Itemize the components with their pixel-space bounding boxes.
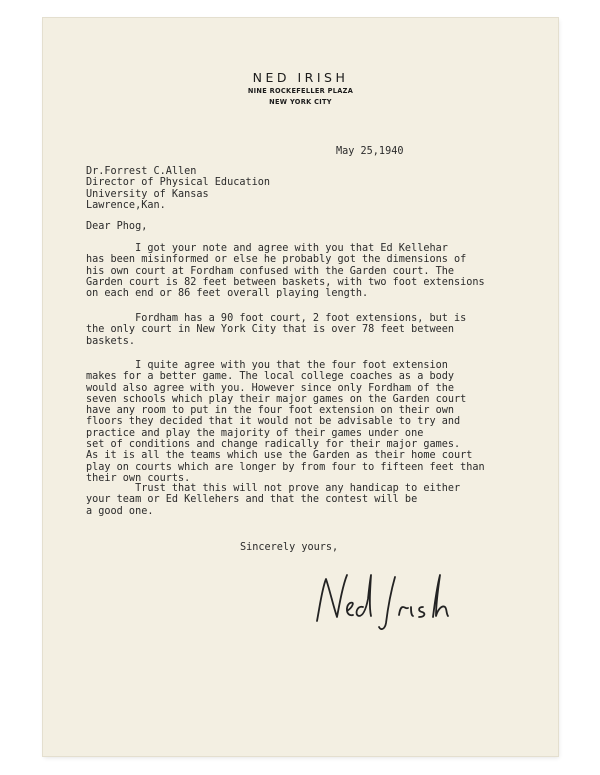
paragraph-line: I got your note and agree with you that Ed Kellehar [86, 243, 448, 254]
paragraph-line: the only court in New York City that is over 78 feet between [86, 324, 455, 336]
paragraph-line: makes for a better game. The local college coaches as a body [86, 371, 455, 383]
paragraph-line: play on courts which are longer by from four to fifteen feet than [86, 461, 485, 473]
recipient-address [86, 166, 270, 211]
paragraph-line: baskets. [86, 335, 136, 347]
paragraph-3 [86, 360, 485, 484]
paragraph-line: have any room to put in the four foot extension on their own [86, 405, 455, 417]
paragraph-line: As it is all the teams which use the Garden as their home court [86, 450, 473, 462]
recipient-title: Director of Physical Education [86, 177, 271, 189]
paragraph-line: on each end or 86 feet overall playing length. [86, 288, 369, 300]
paragraph-line: seven schools which play their major games on the Garden court [86, 393, 467, 405]
paragraph-line: your team or Ed Kellehers and that the contest will be [86, 494, 418, 506]
paragraph-line: has been misinformed or else he probably got the dimensions of [86, 254, 467, 266]
letter-page [43, 18, 558, 756]
closing: Sincerely yours, [240, 542, 339, 553]
paragraph-line: set of conditions and change radically for their major games. [86, 439, 461, 451]
letter-date: May 25,1940 [336, 146, 404, 157]
paragraph-line: Garden court is 82 feet between baskets, with two foot extensions [86, 276, 485, 288]
paragraph-line: their own courts. [86, 472, 191, 484]
paragraph-line: floors they decided that it would not be advisable to try and [86, 416, 461, 428]
paragraph-line: I quite agree with you that the four foot extension [86, 360, 448, 371]
paragraph-line: would also agree with you. However since only Fordham of the [86, 382, 455, 394]
paragraph-1 [86, 243, 485, 299]
letterhead-address-line1: NINE ROCKEFELLER PLAZA [247, 87, 354, 95]
paragraph-line: practice and play the majority of their games under one [86, 427, 424, 439]
letterhead-address-line2: NEW YORK CITY [269, 98, 332, 106]
letterhead [43, 70, 558, 108]
letterhead-name: NED IRISH [252, 70, 349, 85]
recipient-name: Dr.Forrest C.Allen [86, 166, 197, 177]
salutation: Dear Phog, [86, 221, 148, 232]
paragraph-line: Fordham has a 90 foot court, 2 foot extensions, but is [86, 313, 467, 324]
recipient-location: Lawrence,Kan. [86, 199, 166, 211]
recipient-organization: University of Kansas [86, 188, 209, 200]
handwritten-signature [311, 563, 471, 633]
paragraph-line: Trust that this will not prove any handicap to either [86, 483, 461, 494]
paragraph-line: a good one. [86, 505, 154, 517]
paragraph-line: his own court at Fordham confused with the Garden court. The [86, 265, 455, 277]
paragraph-2 [86, 313, 466, 347]
paragraph-4 [86, 483, 460, 517]
